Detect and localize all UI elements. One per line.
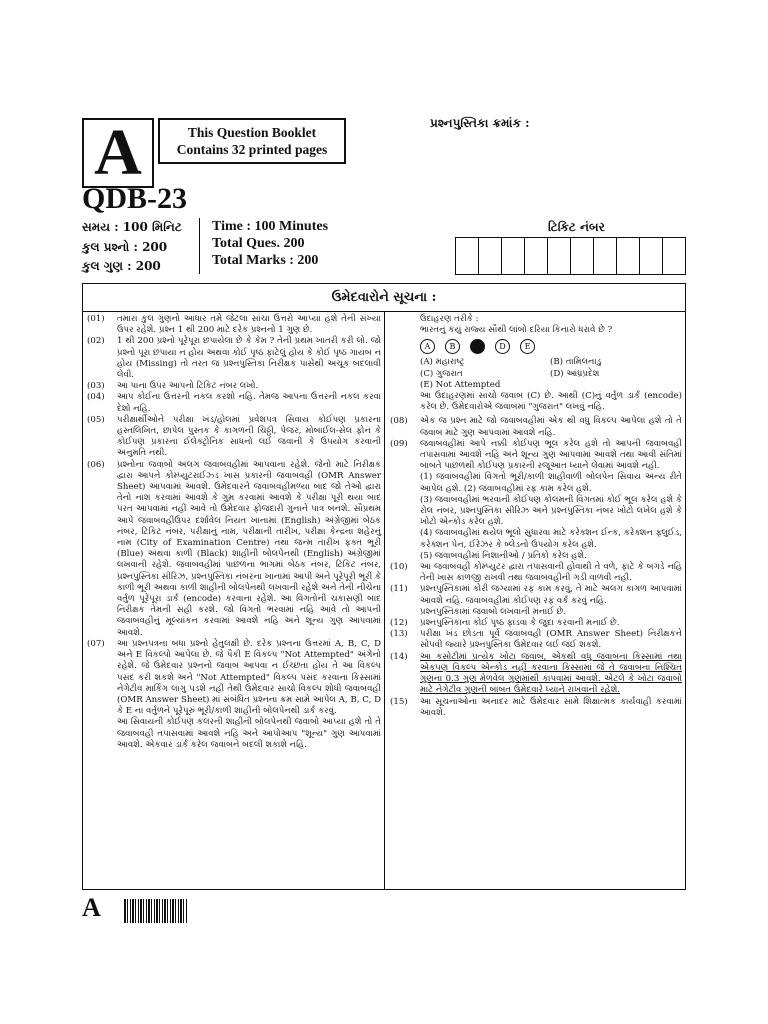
instruction-number: (06) (87, 459, 105, 470)
marks-english: Total Marks : 200 (212, 253, 319, 268)
instruction-item (87, 336, 381, 381)
instruction-number: (10) (390, 562, 408, 573)
instruction-number (390, 495, 420, 529)
instruction-item (87, 460, 381, 639)
series-letter-box (82, 118, 154, 188)
example-question: ભારતનું કયું રાજ્ય સૌથી લાંબો દરિયા કિનારો ધરાવે છે ? (420, 325, 613, 336)
answer-bubble: D (495, 339, 510, 354)
instruction-text: આ પ્રશ્નપત્રના બધા પ્રશ્નો હેતુલક્ષી છે. દરેક પ્રશ્નના ઉત્તરમાં A, B, C, D અને E વિકલ્પો આપેલા છે. જે પૈકી E વિકલ્પ "Not Attempted" અંગેનો રહેશે. જે ઉમેદવાર પ્રશ્નનો જવાબ આપવા ન ઈચ્છતા હોય તે આ વિકલ્પ પસંદ કરી શકશે અને "Not Attempted" વિકલ્પ પસંદ કરવાના કિસ્સામાં નેગેટીવ માર્કિંગ લાગુ પડશે નહી તેથી ઉમેદવાર સાચો વિકલ્પ શોધી જવાબવહી (OMR Answer Sheet) માં સંબંધિત પ્રશ્નના ક્રમ સામે આપેલ A, B, C, D કે E ના વર્તુળને પૂરેપૂરું ભૂરી/કાળી શાહીની બોલપેનથી ડાર્ક કરવું. (117, 638, 381, 717)
instruction-text: પરીક્ષા ખંડ છોડતા પૂર્વે જવાબવહી (OMR Answer Sheet) નિરીક્ષકને સોંપવી જ્યારે પ્રશ્નપુસ્તિકા ઉમેદવાર લઈ જઈ શકશે. (420, 629, 682, 651)
example-note: આ ઉદાહરણમાં સાચો જવાબ (C) છે. આથી (C)નું વર્તુળ ડાર્ક (encode) કરેલ છે. ઉમેદવારોએ જવાબમાં "ગુજરાત" લખવું નહિ. (420, 391, 682, 413)
instruction-number (390, 472, 420, 494)
column-divider (384, 311, 385, 889)
instruction-item (87, 392, 381, 414)
time-english: Time : 100 Minutes (212, 219, 329, 234)
booklet-line-1: This Question Booklet (187, 125, 317, 140)
instruction-text: જવાબવહીમાં આપે નક્કી કોઈપણ ભૂલ કરેલ હશે તો આપની જવાબવહી તપાસવામાં આવશે નહિ અને શૂન્ય ગુણ આપવામાં આવશે તથા આવી સંતિમાં બાબતે પાછળથી કોઈપણ પ્રકારની રજૂઆત ધ્યાને લેવામાં આવશે નહી. (420, 438, 682, 472)
instruction-item (390, 618, 682, 629)
instruction-text: (5) જવાબવહીમાં નિશાનીઓ / પ્રતિકો કરેલ હશે. (420, 550, 587, 561)
instruction-item (390, 562, 682, 584)
instruction-text: પ્રશ્નપુસ્તિકાના કોઈ પૃષ્ઠ ફાડવા કે જુદા કરવાની મનાઈ છે. (420, 618, 620, 629)
answer-bubble: A (420, 339, 435, 354)
instruction-number: (13) (390, 629, 408, 640)
right-items (390, 416, 682, 651)
instruction-text: આપ કોઈના ઉત્તરની નકલ કરશો નહિ. તેમજ આપના ઉત્તરની નકલ કરવા દેશો નહિ. (117, 392, 381, 414)
marks-gujarati: કુલ ગુણ : 200 (82, 259, 161, 273)
instruction-number: (03) (87, 381, 105, 392)
instruction-item (87, 415, 381, 460)
ticket-digit-box[interactable] (525, 238, 548, 274)
booklet-serial-label: પ્રશ્નપુસ્તિકા ક્રમાંક : (430, 116, 530, 130)
booklet-info-box (158, 118, 346, 164)
instruction-item (390, 528, 682, 550)
instruction-number: (02) (87, 336, 105, 347)
instruction-number: (01) (87, 314, 105, 324)
answer-option: (C) ગુજરાત (420, 368, 463, 379)
example-block (390, 314, 682, 336)
footer-series-letter: A (82, 893, 101, 922)
instruction-number (87, 717, 117, 751)
paper-code: QDB-23 (82, 182, 187, 215)
instruction-number (390, 607, 420, 618)
instruction-number: (12) (390, 618, 408, 629)
instruction-item (390, 652, 682, 697)
instruction-text: પ્રશ્નપુસ્તિકામાં જવાબો લખવાની મનાઈ છે. (420, 606, 567, 617)
questions-english: Total Ques. 200 (212, 236, 305, 251)
answer-option: (A) મહારાષ્ટ્ર (420, 357, 465, 368)
instruction-item (87, 314, 381, 336)
answer-bubble: E (520, 339, 535, 354)
ticket-digit-box[interactable] (571, 238, 594, 274)
instruction-number (390, 551, 420, 562)
instruction-text: આ સિવાયની કોઈપણ કલરની શાહીની બોલપેનથી જવાબો આપ્યા હશે તો તે જવાબવહી તપાસવામાં આવશે નહિ અને આપોઆપ "શૂન્ય" ગુણ આપવામાં આવશે. એકવાર ડાર્ક કરેલ જવાબને બદલી શકાશે નહિ. (117, 717, 381, 750)
time-gujarati: સમય : 100 મિનિટ (82, 220, 182, 234)
answer-bubble: B (445, 339, 460, 354)
example-label: ઉદાહરણ તરીકે : (420, 314, 479, 324)
instruction-number: (07) (87, 638, 105, 649)
instruction-text: પ્રશ્નોના જવાબો અલગ જવાબવહીમાં આપવાના રહેશે. જેનો માટે નિરીક્ષક દ્વારા આપને કોમ્પ્યુટરાઈઝ્ડ ખાસ પ્રકારની જવાબવહી (OMR Answer Sheet) આપવામાં આવશે. ઉમેદવારને જવાબવહીમળ્યા બાદ જો તેઓ દ્વારા તેનો નાશ કરવામાં આવશે કે ગુમ કરવામાં આવશે કે પરીક્ષા પૂરી થયા બાદ પરત આપવામાં નહીં આવે તો ઉમેદવાર ફોજદારી ગુનાને પાત્ર બનશે. સૌપ્રથમ આપે જવાબવહીઉપર દર્શાવેલ નિયત ખાનામાં (English) અંગ્રેજીમાં બેઠક નંબર, ટિકિટ નંબર, પરીક્ષાનું નામ, પરીક્ષાની તારીખ, પરીક્ષા કેન્દ્રના શહેરનું નામ (City of Examination Centre) તથા જન્મ તારીખ ફક્ત ભૂરી (Blue) અથવા કાળી (Black) શાહીની બોલપેનથી (English) અંગ્રેજીમાં લખવાની રહેશે. જવાબવહીમાં પાછળના ભાગમાં બેઠક નંબર, ટિકિટ નંબર, પ્રશ્નપુસ્તિકા સીરિઝ, પ્રશ્નપુસ્તિકા નંબરના ખાનામાં આપી અને પૂરેપૂરી ભૂરી કે કાળી ભૂરી અથવા કાળી શાહીની બોલપેનથી લખવાની રહેશે અને તેની નીચેના વર્તુળ પૂરેપૂરા ડાર્ક (encode) કરવાના રહેશે. આ વિગતોની ચકાસણી બાદ નિરીક્ષક તેમની સહી કરશે. જો વિગતો ભરવામાં નહિ આવે તો આપની જવાબવહીનું મૂલ્યાંકન કરવામાં આવશે નહિ અને શૂન્ય ગુણ આપવામાં આવશે. (117, 459, 381, 638)
instruction-text: (1) જવાબવહીમાં વિગતો ભૂરી/કાળી શાહીવાળી બોલપેન સિવાય અન્ય રીતે આપેલ હશે. (2) જવાબવહીમાં રફ કામ કરેલ હશે. (420, 472, 682, 494)
ticket-number-label: ટિકિટ નંબર (548, 220, 605, 234)
instruction-text: આ પાના ઉપર આપનો ટિકિટ નંબર લખો. (117, 381, 259, 392)
exam-info-english (212, 218, 328, 269)
instruction-text: પ્રશ્નપુસ્તિકામાં કોરી જગ્યામાં રફ કામ કરવું, તે માટે અલગ કાગળ આપવામાં આવશે નહિ. જવાબવહીમાં કોઈપણ રફ વર્ક કરવું નહિ. (420, 584, 682, 606)
instruction-number: (09) (390, 438, 408, 449)
instruction-text: આ કસોટીમાં પ્રત્યેક ખોટા જવાબ, એકથી વધુ જવાબના કિસ્સામાં તથા એકપણ વિકલ્પ એન્કોડ નહીં કરવાના કિસ્સામાં જે તે જવાબના નિશ્ચિત ગુણના 0.3 ગુણ મેળવેલ ગુણમાંથી કાપવામાં આવશે. એટલે કે ખોટા જવાબો માટે નેગેટીવ ગુણની બાબત ઉમેદવારે ધ્યાને રાખવાની રહેશે. (420, 651, 682, 696)
answer-option: (B) તામિલનાડુ (550, 357, 602, 368)
ticket-digit-box[interactable] (548, 238, 571, 274)
instruction-text: (4) જવાબવહીમાં થયેલ ભૂલો સુધારવા માટે કરેક્શન ઈન્ક, કરેક્શન ફ્લુઈડ, કરેક્શન પેન, ઈરેઝર કે બ્લેડનો ઉપયોગ કરેલ હશે. (420, 528, 682, 550)
instruction-item (390, 584, 682, 606)
ticket-digit-box[interactable] (640, 238, 663, 274)
instruction-item (390, 697, 682, 719)
instruction-number: (05) (87, 414, 105, 425)
instruction-item (87, 717, 381, 751)
instruction-item (390, 416, 682, 438)
answer-option: (D) આંધ્રપ્રદેશ (550, 368, 600, 379)
example-answer-options (420, 357, 682, 391)
ticket-digit-box[interactable] (594, 238, 617, 274)
instruction-item (390, 439, 682, 473)
instructions-title: ઉમેદવારોને સૂચના : (331, 290, 437, 305)
instruction-text: તમારા કુલ ગુણનો આધાર તમે જેટલા સાચા ઉત્તરો આપ્યા હશે તેની સંખ્યા ઉપર રહેશે. પ્રશ્ન 1 થી 200 માટે દરેક પ્રશ્નનો 1 ગુણ છે. (117, 314, 381, 336)
instruction-text: પરીક્ષાર્થીઓને પરીક્ષા ખંડ/હોલમાં પ્રવેશપત્ર સિવાય કોઈપણ પ્રકારના હસ્તલિખિત, છાપેલ પુસ્તક કે કાગળની ચિઠ્ઠી, પેજર, મોબાઈલ-સેલ ફોન કે કોઈપણ પ્રકારના ઈલેક્ટ્રોનિક સાધનો લઈ જવાની કે ઉપયોગ કરવાની અનુમતિ નથી. (117, 414, 381, 459)
instruction-text: આ જવાબવહી કોમ્પ્યુટર દ્વારા તપાસવાની હોવાથી તે વળે, ફાટે કે બગડે નહિ તેની ખાસ કાળજી રાખવી તથા જવાબવહીની ગડી વાળવી નહી. (420, 562, 682, 584)
instruction-number (390, 528, 420, 550)
instruction-item (390, 472, 682, 494)
ticket-digit-box[interactable] (617, 238, 640, 274)
instructions-panel (82, 283, 686, 890)
instruction-text: આ સૂચનાઓના અનાદર માટે ઉમેદવાર સામે શિક્ષાત્મક કાર્યવાહી કરવામાં આવશે. (420, 696, 682, 718)
ticket-digit-box[interactable] (456, 238, 479, 274)
questions-gujarati: કુલ પ્રશ્નો : 200 (82, 239, 168, 254)
barcode-image (124, 899, 188, 923)
instruction-item (390, 607, 682, 618)
ticket-number-grid[interactable] (455, 237, 686, 275)
ticket-digit-box[interactable] (479, 238, 502, 274)
info-divider (199, 218, 200, 274)
instruction-text: એક જ પ્રશ્ન માટે જો જવાબવહીમાં એક થી વધુ વિકલ્પ આપેલા હશે તો તે જવાબ માટે ગુણ આપવામાં આવશે નહિ. (420, 416, 682, 438)
instruction-number: (15) (390, 696, 408, 707)
exam-info-gujarati (82, 218, 182, 277)
instruction-item (390, 629, 682, 651)
instructions-right-column (390, 314, 682, 719)
instructions-left-column (87, 314, 381, 751)
instruction-item (87, 381, 381, 392)
series-letter: A (94, 116, 142, 189)
instruction-item (87, 639, 381, 717)
instruction-text: (3) જવાબવહીમાં ભરવાની કોઈપણ કોલમની વિગતમાં કોઈ ભૂલ કરેલ હશે કે રોલ નંબર, પ્રશ્નપુસ્તિકા સીરિઝ અને પ્રશ્નપુસ્તિકા નંબર ખોટો લખેલ હશે કે ખોટો એન્કોડ કરેલ હશે. (420, 494, 682, 528)
example-answer-circles (420, 339, 682, 354)
instruction-item (390, 551, 682, 562)
instruction-number: (11) (390, 584, 408, 595)
answer-option: (E) Not Attempted (420, 379, 501, 390)
ticket-digit-box[interactable] (502, 238, 525, 274)
booklet-line-2: Contains 32 printed pages (176, 142, 328, 157)
ticket-digit-box[interactable] (663, 238, 685, 274)
instruction-number: (08) (390, 416, 408, 427)
instruction-number: (14) (390, 651, 408, 662)
instruction-text: 1 થી 200 પ્રશ્નો પૂરેપૂરા છપાયેલા છે કે કેમ ? તેની પ્રથમ ખાતરી કરી લો. જો પ્રશ્નો પૂરા છપાયા ન હોય અથવા કોઈ પૃષ્ઠ ફાટેલું હોય કે કોઈ પૃષ્ઠ ગાયબ ન હોય (Missing) તો તરત જ પ્રશ્નપુસ્તિકા નિરીક્ષક પાસેથી અચૂક બદલાવી લેવી. (117, 336, 381, 381)
instruction-number: (04) (87, 392, 105, 403)
instruction-item (390, 495, 682, 529)
answer-bubble (470, 339, 485, 354)
